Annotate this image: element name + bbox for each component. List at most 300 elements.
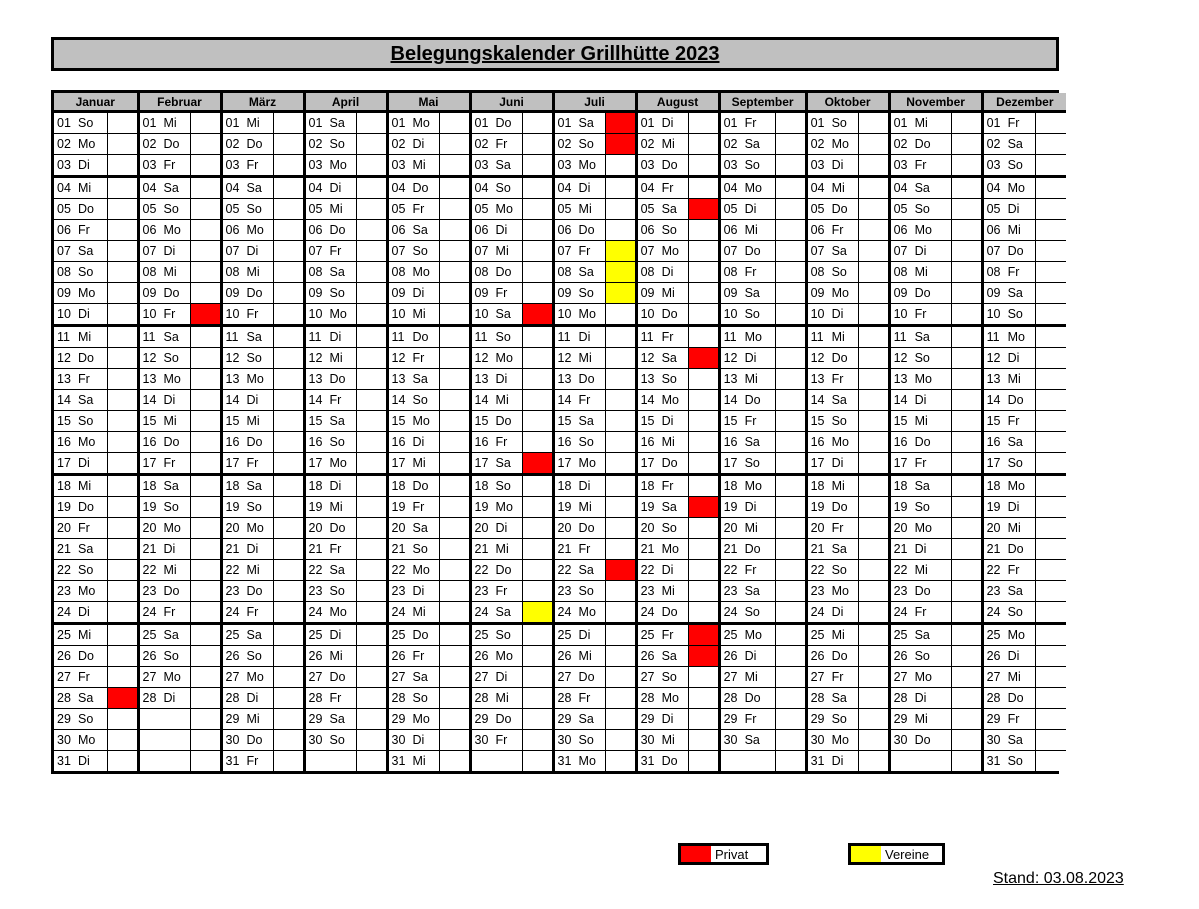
booking-cell[interactable]: [775, 539, 806, 560]
booking-cell[interactable]: [858, 730, 889, 751]
booking-cell[interactable]: [605, 304, 636, 326]
booking-cell[interactable]: [439, 199, 470, 220]
booking-cell[interactable]: [688, 453, 719, 475]
booking-cell[interactable]: [190, 177, 221, 199]
booking-cell[interactable]: [775, 241, 806, 262]
booking-cell[interactable]: [951, 262, 982, 283]
booking-cell[interactable]: [107, 432, 138, 453]
booking-cell[interactable]: [522, 411, 553, 432]
booking-cell[interactable]: [775, 134, 806, 155]
booking-cell[interactable]: [775, 177, 806, 199]
booking-cell[interactable]: [522, 241, 553, 262]
booking-cell[interactable]: [356, 369, 387, 390]
booking-cell[interactable]: [190, 134, 221, 155]
booking-cell[interactable]: [688, 155, 719, 177]
booking-cell[interactable]: [775, 475, 806, 497]
booking-cell[interactable]: [858, 262, 889, 283]
booking-cell[interactable]: [273, 304, 304, 326]
booking-cell[interactable]: [107, 348, 138, 369]
booking-cell[interactable]: [190, 262, 221, 283]
booking-cell[interactable]: [951, 497, 982, 518]
booking-cell[interactable]: [107, 369, 138, 390]
booking-cell[interactable]: [858, 688, 889, 709]
booking-cell[interactable]: [858, 539, 889, 560]
booking-cell[interactable]: [190, 518, 221, 539]
booking-cell[interactable]: [951, 155, 982, 177]
booking-cell[interactable]: [605, 220, 636, 241]
booking-cell[interactable]: [190, 155, 221, 177]
booking-cell[interactable]: [858, 390, 889, 411]
booking-cell[interactable]: [356, 220, 387, 241]
booking-cell[interactable]: [107, 177, 138, 199]
booking-cell[interactable]: [439, 581, 470, 602]
booking-cell[interactable]: [107, 751, 138, 772]
booking-cell[interactable]: [190, 283, 221, 304]
booking-cell[interactable]: [775, 518, 806, 539]
booking-cell[interactable]: [439, 283, 470, 304]
booking-cell[interactable]: [356, 262, 387, 283]
booking-cell[interactable]: [439, 348, 470, 369]
booking-cell[interactable]: [1035, 283, 1066, 304]
booking-cell[interactable]: [775, 220, 806, 241]
booking-cell[interactable]: [775, 581, 806, 602]
booking-cell[interactable]: [190, 390, 221, 411]
booking-cell[interactable]: [858, 581, 889, 602]
booking-cell[interactable]: [1035, 497, 1066, 518]
booking-cell[interactable]: [775, 283, 806, 304]
booking-cell[interactable]: [858, 453, 889, 475]
booking-cell[interactable]: [1035, 134, 1066, 155]
booking-cell[interactable]: [688, 730, 719, 751]
booking-cell[interactable]: [1035, 560, 1066, 581]
booking-cell[interactable]: [273, 369, 304, 390]
booking-cell[interactable]: [356, 539, 387, 560]
booking-cell[interactable]: [522, 518, 553, 539]
booking-cell[interactable]: [951, 369, 982, 390]
booking-cell[interactable]: [107, 646, 138, 667]
booking-cell[interactable]: [1035, 518, 1066, 539]
booking-cell[interactable]: [522, 539, 553, 560]
booking-cell[interactable]: [1035, 411, 1066, 432]
booking-cell[interactable]: [688, 475, 719, 497]
booking-cell[interactable]: [688, 411, 719, 432]
booking-cell[interactable]: [439, 369, 470, 390]
booking-cell[interactable]: [522, 390, 553, 411]
booking-cell[interactable]: [356, 390, 387, 411]
booking-cell[interactable]: [107, 709, 138, 730]
booking-cell[interactable]: [688, 134, 719, 155]
booking-cell[interactable]: [858, 304, 889, 326]
booking-cell[interactable]: [605, 497, 636, 518]
booking-cell[interactable]: [951, 411, 982, 432]
booking-cell[interactable]: [522, 560, 553, 581]
booking-cell[interactable]: [858, 112, 889, 134]
booking-cell[interactable]: [439, 624, 470, 646]
booking-cell[interactable]: [273, 667, 304, 688]
booking-cell[interactable]: [273, 602, 304, 624]
booking-cell[interactable]: [439, 134, 470, 155]
booking-cell[interactable]: [356, 348, 387, 369]
booking-cell[interactable]: [605, 688, 636, 709]
booking-cell[interactable]: [688, 348, 719, 369]
booking-cell[interactable]: [951, 199, 982, 220]
booking-cell[interactable]: [107, 411, 138, 432]
booking-cell[interactable]: [688, 688, 719, 709]
booking-cell[interactable]: [190, 497, 221, 518]
booking-cell[interactable]: [522, 602, 553, 624]
booking-cell[interactable]: [1035, 348, 1066, 369]
booking-cell[interactable]: [356, 326, 387, 348]
booking-cell[interactable]: [858, 560, 889, 581]
booking-cell[interactable]: [951, 730, 982, 751]
booking-cell[interactable]: [356, 688, 387, 709]
booking-cell[interactable]: [1035, 241, 1066, 262]
booking-cell[interactable]: [107, 667, 138, 688]
booking-cell[interactable]: [775, 369, 806, 390]
booking-cell[interactable]: [107, 453, 138, 475]
booking-cell[interactable]: [273, 220, 304, 241]
booking-cell[interactable]: [439, 475, 470, 497]
booking-cell[interactable]: [356, 112, 387, 134]
booking-cell[interactable]: [951, 177, 982, 199]
booking-cell[interactable]: [522, 667, 553, 688]
booking-cell[interactable]: [1035, 539, 1066, 560]
booking-cell[interactable]: [605, 602, 636, 624]
booking-cell[interactable]: [522, 646, 553, 667]
booking-cell[interactable]: [951, 581, 982, 602]
booking-cell[interactable]: [190, 475, 221, 497]
booking-cell[interactable]: [356, 560, 387, 581]
booking-cell[interactable]: [439, 751, 470, 772]
booking-cell[interactable]: [858, 667, 889, 688]
booking-cell[interactable]: [858, 369, 889, 390]
booking-cell[interactable]: [439, 155, 470, 177]
booking-cell[interactable]: [775, 730, 806, 751]
booking-cell[interactable]: [605, 283, 636, 304]
booking-cell[interactable]: [522, 369, 553, 390]
booking-cell[interactable]: [273, 432, 304, 453]
booking-cell[interactable]: [858, 751, 889, 772]
booking-cell[interactable]: [522, 453, 553, 475]
booking-cell[interactable]: [522, 497, 553, 518]
booking-cell[interactable]: [605, 134, 636, 155]
booking-cell[interactable]: [775, 646, 806, 667]
booking-cell[interactable]: [605, 112, 636, 134]
booking-cell[interactable]: [273, 624, 304, 646]
booking-cell[interactable]: [1035, 369, 1066, 390]
booking-cell[interactable]: [858, 432, 889, 453]
booking-cell[interactable]: [522, 475, 553, 497]
booking-cell[interactable]: [951, 326, 982, 348]
booking-cell[interactable]: [107, 326, 138, 348]
booking-cell[interactable]: [858, 624, 889, 646]
booking-cell[interactable]: [273, 453, 304, 475]
booking-cell[interactable]: [273, 751, 304, 772]
booking-cell[interactable]: [775, 112, 806, 134]
booking-cell[interactable]: [775, 709, 806, 730]
booking-cell[interactable]: [273, 262, 304, 283]
booking-cell[interactable]: [1035, 155, 1066, 177]
booking-cell[interactable]: [688, 602, 719, 624]
booking-cell[interactable]: [1035, 220, 1066, 241]
booking-cell[interactable]: [356, 411, 387, 432]
booking-cell[interactable]: [522, 688, 553, 709]
booking-cell[interactable]: [858, 348, 889, 369]
booking-cell[interactable]: [522, 432, 553, 453]
booking-cell[interactable]: [107, 283, 138, 304]
booking-cell[interactable]: [522, 730, 553, 751]
booking-cell[interactable]: [858, 220, 889, 241]
booking-cell[interactable]: [775, 453, 806, 475]
booking-cell[interactable]: [775, 390, 806, 411]
booking-cell[interactable]: [439, 497, 470, 518]
booking-cell[interactable]: [273, 475, 304, 497]
booking-cell[interactable]: [605, 262, 636, 283]
booking-cell[interactable]: [190, 453, 221, 475]
booking-cell[interactable]: [688, 199, 719, 220]
booking-cell[interactable]: [951, 241, 982, 262]
booking-cell[interactable]: [107, 581, 138, 602]
booking-cell[interactable]: [951, 518, 982, 539]
booking-cell[interactable]: [356, 134, 387, 155]
booking-cell[interactable]: [605, 624, 636, 646]
booking-cell[interactable]: [858, 155, 889, 177]
booking-cell[interactable]: [107, 155, 138, 177]
booking-cell[interactable]: [688, 518, 719, 539]
booking-cell[interactable]: [107, 112, 138, 134]
booking-cell[interactable]: [273, 199, 304, 220]
booking-cell[interactable]: [775, 497, 806, 518]
booking-cell[interactable]: [107, 539, 138, 560]
booking-cell[interactable]: [1035, 177, 1066, 199]
booking-cell[interactable]: [190, 539, 221, 560]
booking-cell[interactable]: [356, 155, 387, 177]
booking-cell[interactable]: [439, 241, 470, 262]
booking-cell[interactable]: [1035, 751, 1066, 772]
booking-cell[interactable]: [273, 241, 304, 262]
booking-cell[interactable]: [273, 497, 304, 518]
booking-cell[interactable]: [1035, 646, 1066, 667]
booking-cell[interactable]: [190, 602, 221, 624]
booking-cell[interactable]: [951, 348, 982, 369]
booking-cell[interactable]: [439, 453, 470, 475]
booking-cell[interactable]: [605, 709, 636, 730]
booking-cell[interactable]: [190, 112, 221, 134]
booking-cell[interactable]: [190, 348, 221, 369]
booking-cell[interactable]: [951, 283, 982, 304]
booking-cell[interactable]: [522, 220, 553, 241]
booking-cell[interactable]: [951, 602, 982, 624]
booking-cell[interactable]: [775, 624, 806, 646]
booking-cell[interactable]: [605, 751, 636, 772]
booking-cell[interactable]: [1035, 326, 1066, 348]
booking-cell[interactable]: [356, 199, 387, 220]
booking-cell[interactable]: [190, 688, 221, 709]
booking-cell[interactable]: [522, 709, 553, 730]
booking-cell[interactable]: [858, 199, 889, 220]
booking-cell[interactable]: [522, 177, 553, 199]
booking-cell[interactable]: [190, 624, 221, 646]
booking-cell[interactable]: [356, 453, 387, 475]
booking-cell[interactable]: [273, 134, 304, 155]
booking-cell[interactable]: [522, 348, 553, 369]
booking-cell[interactable]: [775, 560, 806, 581]
booking-cell[interactable]: [688, 112, 719, 134]
booking-cell[interactable]: [107, 560, 138, 581]
booking-cell[interactable]: [951, 539, 982, 560]
booking-cell[interactable]: [190, 667, 221, 688]
booking-cell[interactable]: [1035, 667, 1066, 688]
booking-cell[interactable]: [688, 326, 719, 348]
booking-cell[interactable]: [775, 326, 806, 348]
booking-cell[interactable]: [688, 283, 719, 304]
booking-cell[interactable]: [107, 497, 138, 518]
booking-cell[interactable]: [107, 518, 138, 539]
booking-cell[interactable]: [439, 432, 470, 453]
booking-cell[interactable]: [605, 326, 636, 348]
booking-cell[interactable]: [356, 475, 387, 497]
booking-cell[interactable]: [273, 177, 304, 199]
booking-cell[interactable]: [688, 646, 719, 667]
booking-cell[interactable]: [522, 581, 553, 602]
booking-cell[interactable]: [1035, 624, 1066, 646]
booking-cell[interactable]: [605, 667, 636, 688]
booking-cell[interactable]: [439, 390, 470, 411]
booking-cell[interactable]: [439, 667, 470, 688]
booking-cell[interactable]: [439, 646, 470, 667]
booking-cell[interactable]: [951, 432, 982, 453]
booking-cell[interactable]: [605, 518, 636, 539]
booking-cell[interactable]: [858, 646, 889, 667]
booking-cell[interactable]: [1035, 112, 1066, 134]
booking-cell[interactable]: [688, 581, 719, 602]
booking-cell[interactable]: [605, 155, 636, 177]
booking-cell[interactable]: [273, 560, 304, 581]
booking-cell[interactable]: [273, 283, 304, 304]
booking-cell[interactable]: [273, 348, 304, 369]
booking-cell[interactable]: [107, 262, 138, 283]
booking-cell[interactable]: [1035, 304, 1066, 326]
booking-cell[interactable]: [522, 134, 553, 155]
booking-cell[interactable]: [439, 560, 470, 581]
booking-cell[interactable]: [858, 709, 889, 730]
booking-cell[interactable]: [605, 390, 636, 411]
booking-cell[interactable]: [439, 602, 470, 624]
booking-cell[interactable]: [1035, 602, 1066, 624]
booking-cell[interactable]: [190, 432, 221, 453]
booking-cell[interactable]: [356, 667, 387, 688]
booking-cell[interactable]: [273, 730, 304, 751]
booking-cell[interactable]: [951, 667, 982, 688]
booking-cell[interactable]: [356, 283, 387, 304]
booking-cell[interactable]: [605, 369, 636, 390]
booking-cell[interactable]: [688, 539, 719, 560]
booking-cell[interactable]: [1035, 199, 1066, 220]
booking-cell[interactable]: [439, 518, 470, 539]
booking-cell[interactable]: [605, 581, 636, 602]
booking-cell[interactable]: [356, 177, 387, 199]
booking-cell[interactable]: [688, 220, 719, 241]
booking-cell[interactable]: [858, 602, 889, 624]
booking-cell[interactable]: [688, 369, 719, 390]
booking-cell[interactable]: [107, 241, 138, 262]
booking-cell[interactable]: [858, 497, 889, 518]
booking-cell[interactable]: [522, 262, 553, 283]
booking-cell[interactable]: [107, 688, 138, 709]
booking-cell[interactable]: [356, 304, 387, 326]
booking-cell[interactable]: [605, 539, 636, 560]
booking-cell[interactable]: [605, 411, 636, 432]
booking-cell[interactable]: [775, 155, 806, 177]
booking-cell[interactable]: [1035, 475, 1066, 497]
booking-cell[interactable]: [273, 539, 304, 560]
booking-cell[interactable]: [605, 348, 636, 369]
booking-cell[interactable]: [356, 646, 387, 667]
booking-cell[interactable]: [951, 112, 982, 134]
booking-cell[interactable]: [273, 155, 304, 177]
booking-cell[interactable]: [951, 646, 982, 667]
booking-cell[interactable]: [858, 177, 889, 199]
booking-cell[interactable]: [775, 199, 806, 220]
booking-cell[interactable]: [356, 241, 387, 262]
booking-cell[interactable]: [522, 304, 553, 326]
booking-cell[interactable]: [775, 667, 806, 688]
booking-cell[interactable]: [356, 730, 387, 751]
booking-cell[interactable]: [951, 134, 982, 155]
booking-cell[interactable]: [605, 560, 636, 581]
booking-cell[interactable]: [439, 112, 470, 134]
booking-cell[interactable]: [107, 730, 138, 751]
booking-cell[interactable]: [951, 390, 982, 411]
booking-cell[interactable]: [688, 241, 719, 262]
booking-cell[interactable]: [273, 688, 304, 709]
booking-cell[interactable]: [356, 602, 387, 624]
booking-cell[interactable]: [190, 304, 221, 326]
booking-cell[interactable]: [951, 453, 982, 475]
booking-cell[interactable]: [190, 646, 221, 667]
booking-cell[interactable]: [439, 730, 470, 751]
booking-cell[interactable]: [775, 262, 806, 283]
booking-cell[interactable]: [107, 134, 138, 155]
booking-cell[interactable]: [1035, 730, 1066, 751]
booking-cell[interactable]: [190, 411, 221, 432]
booking-cell[interactable]: [688, 390, 719, 411]
booking-cell[interactable]: [522, 199, 553, 220]
booking-cell[interactable]: [107, 602, 138, 624]
booking-cell[interactable]: [439, 326, 470, 348]
booking-cell[interactable]: [273, 581, 304, 602]
booking-cell[interactable]: [356, 432, 387, 453]
booking-cell[interactable]: [605, 730, 636, 751]
booking-cell[interactable]: [522, 112, 553, 134]
booking-cell[interactable]: [688, 177, 719, 199]
booking-cell[interactable]: [1035, 581, 1066, 602]
booking-cell[interactable]: [273, 112, 304, 134]
booking-cell[interactable]: [522, 283, 553, 304]
booking-cell[interactable]: [273, 390, 304, 411]
booking-cell[interactable]: [605, 241, 636, 262]
booking-cell[interactable]: [688, 262, 719, 283]
booking-cell[interactable]: [688, 432, 719, 453]
booking-cell[interactable]: [439, 688, 470, 709]
booking-cell[interactable]: [356, 497, 387, 518]
booking-cell[interactable]: [356, 518, 387, 539]
booking-cell[interactable]: [858, 134, 889, 155]
booking-cell[interactable]: [439, 304, 470, 326]
booking-cell[interactable]: [951, 560, 982, 581]
booking-cell[interactable]: [273, 518, 304, 539]
booking-cell[interactable]: [107, 199, 138, 220]
